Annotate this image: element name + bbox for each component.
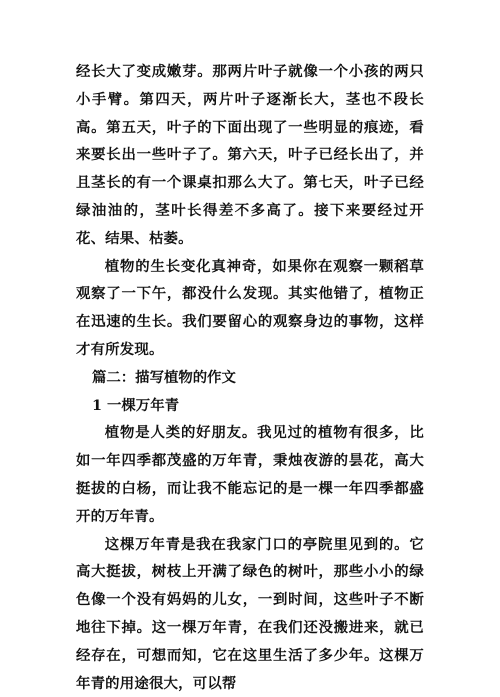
paragraph-plants-friends: 植物是人类的好朋友。我见过的植物有很多，比如一年四季都茂盛的万年青，秉烛夜游的昙花，高大挺拔的白杨，而让我不能忘记的是一棵一年四季都盛开的万年青。 [76,424,424,525]
document-body [76,58,424,697]
paragraph-plant-growth-days: 经长大了变成嫩芽。那两片叶子就像一个小孩的两只小手臂。第四天，两片叶子逐渐长大，茎也不段长高。第五天，叶子的下面出现了一些明显的痕迹，看来要长出一些叶子了。第六天，叶子已经长出了，并且茎长的有一个课桌扣那么大了。第七天，叶子已经绿油油的，茎叶长得差不多高了。接下来要经过开花、结果、枯萎。 [76,63,424,247]
paragraph-plant-observation: 植物的生长变化真神奇，如果你在观察一颗稻草观察了一下午，都没什么发现。其实他错了，植物正在迅速的生长。我们要留心的观察身边的事物，这样才有所发现。 [76,257,424,358]
paragraph-evergreen-description: 这棵万年青是我在我家门口的亭院里见到的。它高大挺拔，树枝上开满了绿色的树叶，那些小小的绿色像一个没有妈妈的儿女，一到时间，这些叶子不断地往下掉。这一棵万年青，在我们还没搬进来，就已经存在，可想而知，它在这里生活了多少年。这棵万年青的用途很大，可以帮 [76,535,424,692]
essay-title: 1 一棵万年青 [92,396,179,414]
section-heading: 篇二：描写植物的作文 [92,368,236,386]
